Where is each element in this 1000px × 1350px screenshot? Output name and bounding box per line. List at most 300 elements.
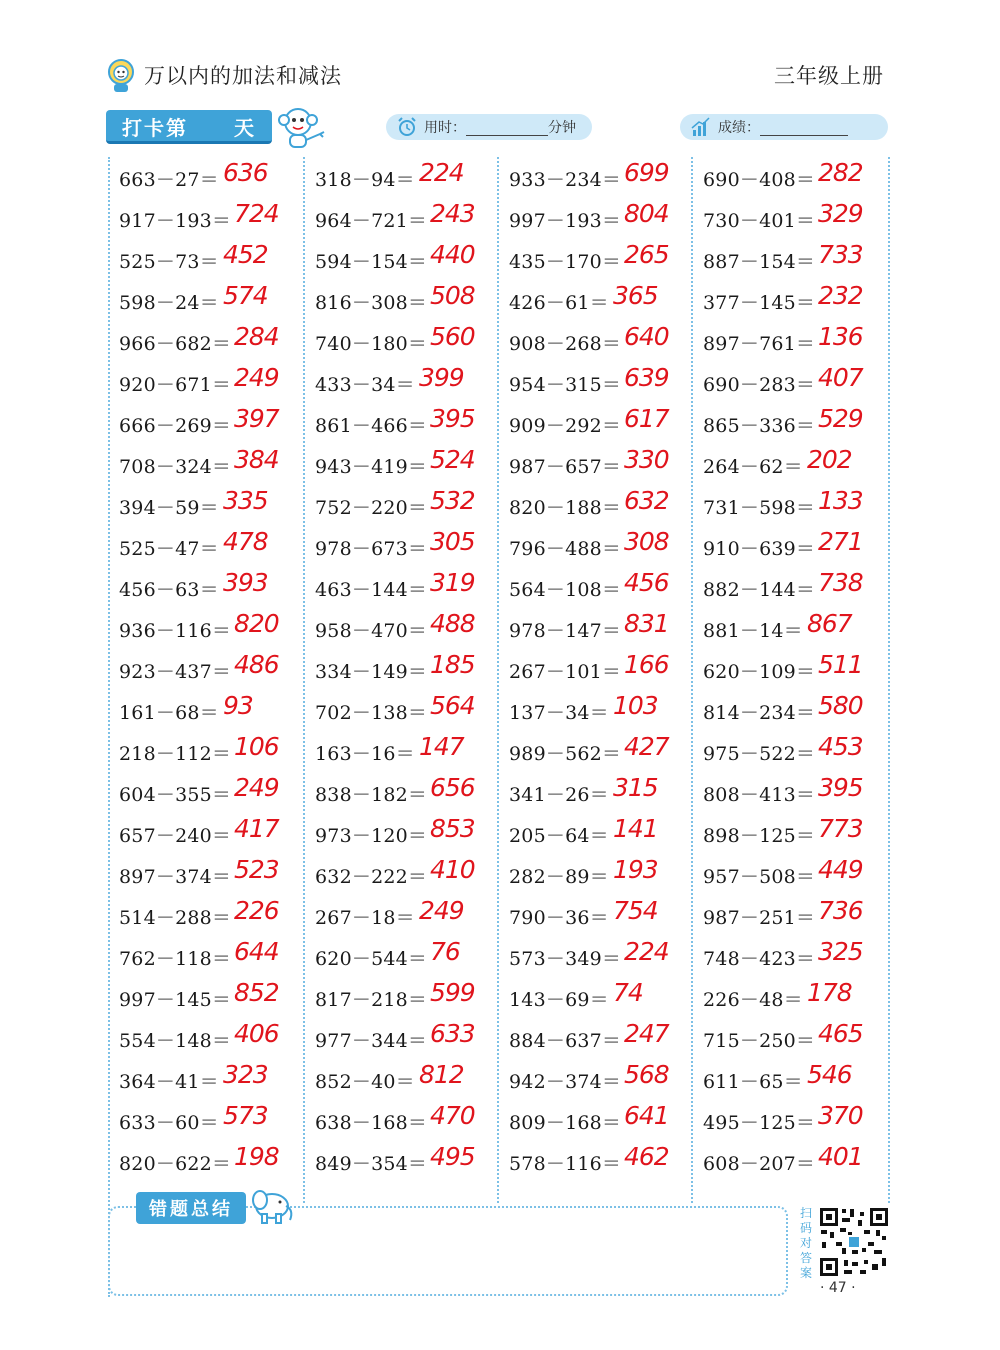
problem-expression: 887－154＝: [703, 251, 816, 273]
problem-row: [108, 772, 302, 813]
time-blank[interactable]: [466, 119, 548, 136]
checkin-tab: [106, 110, 272, 144]
handwritten-answer: 265: [624, 240, 669, 269]
handwritten-answer: 325: [818, 937, 863, 966]
problem-expression: 997－193＝: [509, 210, 622, 232]
problem-row: [498, 1018, 692, 1059]
problem-expression: 752－220＝: [315, 497, 428, 519]
problem-expression: 898－125＝: [703, 825, 816, 847]
handwritten-answer: 365: [613, 281, 658, 310]
problem-expression: 909－292＝: [509, 415, 622, 437]
handwritten-answer: 305: [430, 527, 475, 556]
problem-row: [304, 321, 498, 362]
problem-row: [304, 198, 498, 239]
handwritten-answer: 462: [624, 1142, 669, 1171]
problem-row: [692, 1141, 886, 1182]
problem-grid: [108, 157, 888, 1203]
problem-expression: 377－145＝: [703, 292, 816, 314]
problem-row: [304, 772, 498, 813]
checkin-suffix: 天: [234, 116, 254, 140]
handwritten-answer: 284: [234, 322, 279, 351]
score-blank[interactable]: [760, 119, 848, 136]
problem-expression: 987－657＝: [509, 456, 622, 478]
problem-expression: 865－336＝: [703, 415, 816, 437]
handwritten-answer: 867: [807, 609, 852, 638]
problem-row: [692, 321, 886, 362]
problem-expression: 604－355＝: [119, 784, 232, 806]
problem-row: [108, 731, 302, 772]
problem-row: [498, 485, 692, 526]
problem-expression: 633－60＝: [119, 1112, 219, 1134]
problem-row: [304, 649, 498, 690]
problem-expression: 205－64＝: [509, 825, 609, 847]
problem-expression: 218－112＝: [119, 743, 232, 765]
problem-column: [108, 157, 302, 1203]
problem-expression: 838－182＝: [315, 784, 428, 806]
problem-row: [108, 1141, 302, 1182]
problem-expression: 657－240＝: [119, 825, 232, 847]
problem-expression: 943－419＝: [315, 456, 428, 478]
handwritten-answer: 733: [818, 240, 863, 269]
problem-expression: 975－522＝: [703, 743, 816, 765]
problem-row: [304, 1100, 498, 1141]
problem-row: [108, 444, 302, 485]
problem-expression: 663－27＝: [119, 169, 219, 191]
handwritten-answer: 399: [419, 363, 464, 392]
handwritten-answer: 644: [234, 937, 279, 966]
handwritten-answer: 853: [430, 814, 475, 843]
handwritten-answer: 395: [430, 404, 475, 433]
problem-row: [304, 977, 498, 1018]
problem-row: [304, 608, 498, 649]
problem-row: [498, 321, 692, 362]
problem-row: [498, 1141, 692, 1182]
problem-row: [498, 854, 692, 895]
problem-expression: 997－145＝: [119, 989, 232, 1011]
problem-column: [304, 157, 498, 1203]
elephant-icon: [246, 1184, 296, 1226]
problem-expression: 161－68＝: [119, 702, 219, 724]
problem-expression: 708－324＝: [119, 456, 232, 478]
problem-expression: 226－48＝: [703, 989, 803, 1011]
problem-row: [304, 157, 498, 198]
problem-expression: 748－423＝: [703, 948, 816, 970]
handwritten-answer: 74: [613, 978, 643, 1007]
alarm-clock-icon: [396, 116, 418, 138]
handwritten-answer: 546: [807, 1060, 852, 1089]
mistake-summary-tab: 错题总结: [136, 1192, 246, 1224]
problem-row: [498, 444, 692, 485]
problem-row: [498, 608, 692, 649]
handwritten-answer: 198: [234, 1142, 279, 1171]
problem-row: [692, 157, 886, 198]
problem-expression: 910－639＝: [703, 538, 816, 560]
handwritten-answer: 202: [807, 445, 852, 474]
handwritten-answer: 226: [234, 896, 279, 925]
problem-expression: 632－222＝: [315, 866, 428, 888]
score-field[interactable]: [680, 114, 888, 140]
problem-row: [498, 895, 692, 936]
handwritten-answer: 93: [223, 691, 253, 720]
problem-expression: 426－61＝: [509, 292, 609, 314]
handwritten-answer: 641: [624, 1101, 669, 1130]
problem-row: [498, 362, 692, 403]
problem-row: [692, 239, 886, 280]
problem-row: [692, 444, 886, 485]
handwritten-answer: 465: [818, 1019, 863, 1048]
problem-expression: 611－65＝: [703, 1071, 803, 1093]
problem-expression: 564－108＝: [509, 579, 622, 601]
checkin-label: 打卡第: [122, 116, 188, 140]
problem-row: [108, 567, 302, 608]
bar-chart-icon: [690, 116, 712, 138]
problem-expression: 809－168＝: [509, 1112, 622, 1134]
problem-row: [108, 1018, 302, 1059]
problem-row: [498, 813, 692, 854]
problem-row: [304, 936, 498, 977]
handwritten-answer: 243: [430, 199, 475, 228]
handwritten-answer: 185: [430, 650, 475, 679]
problem-row: [108, 895, 302, 936]
handwritten-answer: 147: [419, 732, 464, 761]
problem-expression: 495－125＝: [703, 1112, 816, 1134]
handwritten-answer: 852: [234, 978, 279, 1007]
problem-row: [692, 895, 886, 936]
problem-expression: 817－218＝: [315, 989, 428, 1011]
handwritten-answer: 249: [419, 896, 464, 925]
problem-row: [108, 608, 302, 649]
time-unit: 分钟: [548, 120, 576, 136]
problem-expression: 882－144＝: [703, 579, 816, 601]
handwritten-answer: 329: [818, 199, 863, 228]
problem-row: [692, 690, 886, 731]
handwritten-answer: 599: [430, 978, 475, 1007]
handwritten-answer: 393: [223, 568, 268, 597]
problem-row: [108, 1059, 302, 1100]
problem-expression: 690－283＝: [703, 374, 816, 396]
problem-row: [692, 977, 886, 1018]
handwritten-answer: 247: [624, 1019, 669, 1048]
problem-expression: 908－268＝: [509, 333, 622, 355]
handwritten-answer: 401: [818, 1142, 863, 1171]
grid-right-border: [888, 157, 890, 1203]
time-field[interactable]: [386, 114, 592, 140]
handwritten-answer: 640: [624, 322, 669, 351]
problem-row: [692, 1018, 886, 1059]
problem-expression: 923－437＝: [119, 661, 232, 683]
problem-row: [304, 854, 498, 895]
problem-expression: 796－488＝: [509, 538, 622, 560]
problem-expression: 987－251＝: [703, 907, 816, 929]
problem-expression: 964－721＝: [315, 210, 428, 232]
handwritten-answer: 232: [818, 281, 863, 310]
handwritten-answer: 523: [234, 855, 279, 884]
problem-expression: 334－149＝: [315, 661, 428, 683]
handwritten-answer: 224: [624, 937, 669, 966]
problem-expression: 456－63＝: [119, 579, 219, 601]
problem-expression: 554－148＝: [119, 1030, 232, 1052]
problem-row: [108, 321, 302, 362]
problem-row: [304, 362, 498, 403]
handwritten-answer: 736: [818, 896, 863, 925]
problem-row: [304, 895, 498, 936]
problem-row: [498, 567, 692, 608]
problem-expression: 957－508＝: [703, 866, 816, 888]
problem-expression: 435－170＝: [509, 251, 622, 273]
problem-row: [692, 772, 886, 813]
problem-row: [692, 526, 886, 567]
problem-expression: 897－374＝: [119, 866, 232, 888]
problem-row: [498, 649, 692, 690]
problem-expression: 936－116＝: [119, 620, 232, 642]
problem-expression: 137－34＝: [509, 702, 609, 724]
problem-expression: 620－109＝: [703, 661, 816, 683]
score-label: 成绩：: [718, 120, 760, 136]
problem-expression: 740－180＝: [315, 333, 428, 355]
handwritten-answer: 478: [223, 527, 268, 556]
problem-row: [108, 239, 302, 280]
problem-row: [108, 854, 302, 895]
handwritten-answer: 804: [624, 199, 669, 228]
problem-expression: 267－18＝: [315, 907, 415, 929]
problem-expression: 163－16＝: [315, 743, 415, 765]
problem-row: [304, 1141, 498, 1182]
handwritten-answer: 754: [613, 896, 658, 925]
handwritten-answer: 440: [430, 240, 475, 269]
handwritten-answer: 632: [624, 486, 669, 515]
time-label: 用时：: [424, 120, 466, 136]
problem-expression: 978－673＝: [315, 538, 428, 560]
problem-row: [108, 403, 302, 444]
problem-row: [692, 854, 886, 895]
handwritten-answer: 271: [818, 527, 863, 556]
problem-expression: 394－59＝: [119, 497, 219, 519]
lion-logo-icon: [106, 56, 136, 94]
problem-row: [498, 526, 692, 567]
problem-expression: 989－562＝: [509, 743, 622, 765]
problem-expression: 966－682＝: [119, 333, 232, 355]
problem-expression: 525－47＝: [119, 538, 219, 560]
problem-expression: 282－89＝: [509, 866, 609, 888]
problem-row: [692, 731, 886, 772]
problem-expression: 318－94＝: [315, 169, 415, 191]
handwritten-answer: 178: [807, 978, 852, 1007]
monkey-mascot-icon: [274, 104, 330, 150]
problem-expression: 933－234＝: [509, 169, 622, 191]
handwritten-answer: 323: [223, 1060, 268, 1089]
problem-expression: 690－408＝: [703, 169, 816, 191]
problem-expression: 594－154＝: [315, 251, 428, 273]
problem-row: [498, 1059, 692, 1100]
problem-expression: 267－101＝: [509, 661, 622, 683]
problem-expression: 884－637＝: [509, 1030, 622, 1052]
problem-row: [304, 813, 498, 854]
problem-row: [692, 198, 886, 239]
problem-expression: 514－288＝: [119, 907, 232, 929]
page-number: · 47 ·: [820, 1280, 856, 1296]
problem-row: [304, 1059, 498, 1100]
book-title: 万以内的加法和减法: [144, 64, 342, 88]
problem-expression: 942－374＝: [509, 1071, 622, 1093]
problem-expression: 954－315＝: [509, 374, 622, 396]
problem-row: [498, 1100, 692, 1141]
handwritten-answer: 639: [624, 363, 669, 392]
problem-row: [692, 485, 886, 526]
handwritten-answer: 224: [419, 158, 464, 187]
handwritten-answer: 397: [234, 404, 279, 433]
handwritten-answer: 580: [818, 691, 863, 720]
problem-expression: 849－354＝: [315, 1153, 428, 1175]
problem-row: [498, 772, 692, 813]
problem-expression: 715－250＝: [703, 1030, 816, 1052]
problem-row: [692, 362, 886, 403]
handwritten-answer: 456: [624, 568, 669, 597]
problem-row: [304, 403, 498, 444]
handwritten-answer: 133: [818, 486, 863, 515]
problem-expression: 730－401＝: [703, 210, 816, 232]
handwritten-answer: 335: [223, 486, 268, 515]
header-title-group: [106, 52, 342, 98]
handwritten-answer: 427: [624, 732, 669, 761]
problem-row: [498, 239, 692, 280]
handwritten-answer: 308: [624, 527, 669, 556]
handwritten-answer: 103: [613, 691, 658, 720]
problem-row: [498, 280, 692, 321]
handwritten-answer: 488: [430, 609, 475, 638]
problem-expression: 881－14＝: [703, 620, 803, 642]
problem-row: [108, 649, 302, 690]
problem-row: [692, 280, 886, 321]
problem-expression: 816－308＝: [315, 292, 428, 314]
handwritten-answer: 656: [430, 773, 475, 802]
scan-qr-label: 扫码对答案: [800, 1206, 813, 1280]
problem-expression: 463－144＝: [315, 579, 428, 601]
problem-row: [498, 731, 692, 772]
problem-row: [108, 690, 302, 731]
handwritten-answer: 330: [624, 445, 669, 474]
handwritten-answer: 395: [818, 773, 863, 802]
problem-expression: 341－26＝: [509, 784, 609, 806]
problem-row: [304, 567, 498, 608]
handwritten-answer: 315: [613, 773, 658, 802]
problem-expression: 364－41＝: [119, 1071, 219, 1093]
problem-expression: 525－73＝: [119, 251, 219, 273]
handwritten-answer: 370: [818, 1101, 863, 1130]
problem-expression: 702－138＝: [315, 702, 428, 724]
handwritten-answer: 470: [430, 1101, 475, 1130]
problem-expression: 666－269＝: [119, 415, 232, 437]
problem-expression: 920－671＝: [119, 374, 232, 396]
handwritten-answer: 636: [223, 158, 268, 187]
problem-row: [304, 731, 498, 772]
handwritten-answer: 193: [613, 855, 658, 884]
handwritten-answer: 319: [430, 568, 475, 597]
handwritten-answer: 136: [818, 322, 863, 351]
problem-expression: 973－120＝: [315, 825, 428, 847]
problem-expression: 958－470＝: [315, 620, 428, 642]
problem-row: [498, 690, 692, 731]
problem-column: [692, 157, 886, 1203]
problem-expression: 638－168＝: [315, 1112, 428, 1134]
problem-row: [108, 198, 302, 239]
handwritten-answer: 384: [234, 445, 279, 474]
handwritten-answer: 524: [430, 445, 475, 474]
problem-expression: 814－234＝: [703, 702, 816, 724]
problem-row: [304, 280, 498, 321]
handwritten-answer: 406: [234, 1019, 279, 1048]
problem-row: [108, 280, 302, 321]
handwritten-answer: 410: [430, 855, 475, 884]
handwritten-answer: 724: [234, 199, 279, 228]
handwritten-answer: 831: [624, 609, 669, 638]
problem-column: [498, 157, 692, 1203]
problem-expression: 808－413＝: [703, 784, 816, 806]
handwritten-answer: 574: [223, 281, 268, 310]
handwritten-answer: 449: [818, 855, 863, 884]
handwritten-answer: 573: [223, 1101, 268, 1130]
problem-expression: 264－62＝: [703, 456, 803, 478]
handwritten-answer: 76: [430, 937, 460, 966]
problem-expression: 978－147＝: [509, 620, 622, 642]
handwritten-answer: 106: [234, 732, 279, 761]
handwritten-answer: 452: [223, 240, 268, 269]
problem-expression: 433－34＝: [315, 374, 415, 396]
handwritten-answer: 738: [818, 568, 863, 597]
problem-expression: 620－544＝: [315, 948, 428, 970]
problem-row: [108, 1100, 302, 1141]
problem-expression: 852－40＝: [315, 1071, 415, 1093]
handwritten-answer: 495: [430, 1142, 475, 1171]
problem-row: [304, 690, 498, 731]
problem-row: [692, 1100, 886, 1141]
problem-row: [108, 977, 302, 1018]
handwritten-answer: 407: [818, 363, 863, 392]
handwritten-answer: 560: [430, 322, 475, 351]
qr-code-icon[interactable]: [818, 1206, 890, 1278]
problem-expression: 897－761＝: [703, 333, 816, 355]
handwritten-answer: 486: [234, 650, 279, 679]
problem-row: [692, 608, 886, 649]
problem-row: [304, 485, 498, 526]
problem-row: [692, 1059, 886, 1100]
problem-expression: 790－36＝: [509, 907, 609, 929]
problem-row: [304, 239, 498, 280]
problem-expression: 917－193＝: [119, 210, 232, 232]
problem-row: [692, 403, 886, 444]
problem-row: [304, 444, 498, 485]
problem-row: [692, 813, 886, 854]
problem-expression: 598－24＝: [119, 292, 219, 314]
handwritten-answer: 141: [613, 814, 658, 843]
handwritten-answer: 249: [234, 363, 279, 392]
problem-expression: 861－466＝: [315, 415, 428, 437]
problem-row: [108, 362, 302, 403]
problem-expression: 762－118＝: [119, 948, 232, 970]
problem-expression: 731－598＝: [703, 497, 816, 519]
handwritten-answer: 453: [818, 732, 863, 761]
handwritten-answer: 617: [624, 404, 669, 433]
problem-row: [498, 403, 692, 444]
problem-row: [108, 936, 302, 977]
problem-row: [108, 157, 302, 198]
problem-row: [692, 649, 886, 690]
problem-expression: 820－622＝: [119, 1153, 232, 1175]
handwritten-answer: 773: [818, 814, 863, 843]
handwritten-answer: 508: [430, 281, 475, 310]
problem-row: [498, 936, 692, 977]
checkin-bar: [106, 104, 328, 148]
problem-row: [108, 813, 302, 854]
